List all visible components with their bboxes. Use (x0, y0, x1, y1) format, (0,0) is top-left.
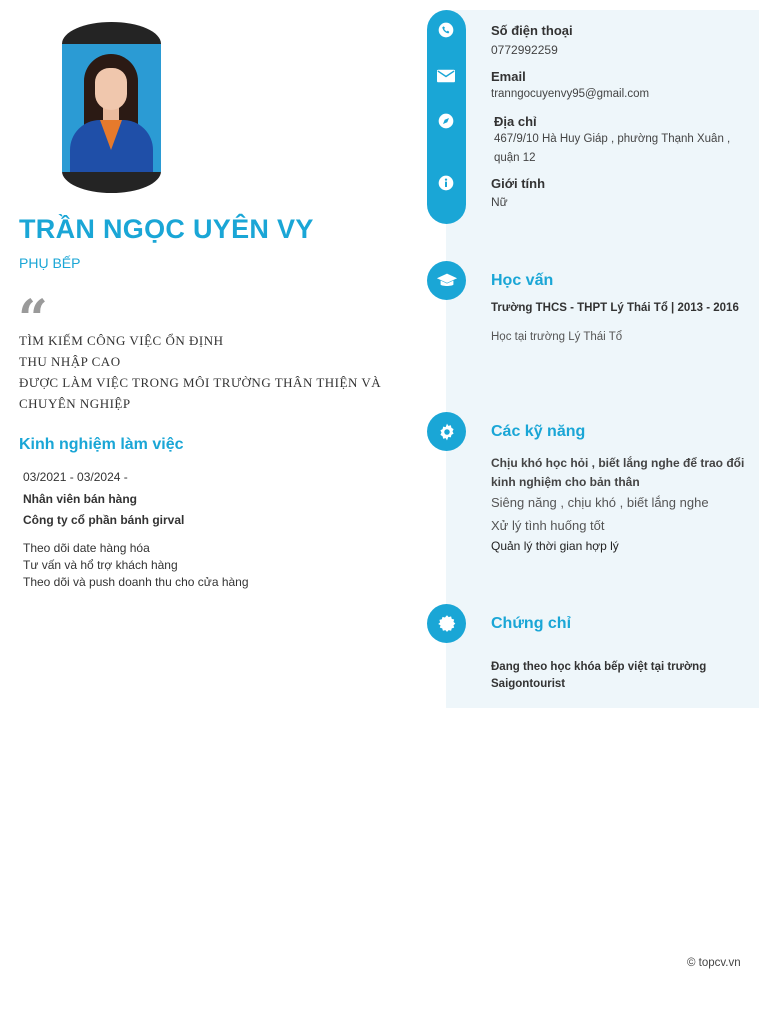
avatar (62, 22, 161, 193)
candidate-name: TRẦN NGỌC UYÊN VY (19, 214, 314, 244)
career-objective (19, 330, 399, 414)
right-panel (446, 10, 759, 708)
job-title: PHỤ BẾP (19, 255, 81, 271)
experience-tasks (23, 540, 249, 591)
skills-heading: Các kỹ năng (491, 423, 586, 440)
education-heading: Học vấn (491, 272, 554, 289)
profile-photo (62, 44, 161, 172)
education-school: Trường THCS - THPT Lý Thái Tổ | 2013 - 2016 (491, 302, 739, 314)
gender-label: Giới tính (491, 176, 546, 191)
task-item: Theo dõi date hàng hóa (23, 541, 150, 555)
quote-icon: “ (18, 289, 48, 350)
certificate-item: Đang theo học khóa bếp việt tại trường Saigontourist (491, 661, 707, 690)
email-label: Email (491, 69, 526, 84)
badge-icon (427, 604, 466, 643)
footer-credit[interactable]: © topcv.vn (687, 957, 741, 969)
gender-value: Nữ (491, 195, 508, 209)
objective-line: THU NHẬP CAO (19, 354, 121, 369)
phone-label: Số điện thoại (491, 23, 573, 38)
objective-line: ĐƯỢC LÀM VIỆC TRONG MÔI TRƯỜNG THÂN THIỆN VÀ CHUYÊN NGHIỆP (19, 375, 382, 411)
phone-value: 0772992259 (491, 43, 558, 57)
task-item: Theo dõi và push doanh thu cho cửa hàng (23, 575, 249, 589)
experience-role: Nhân viên bán hàng (23, 492, 138, 506)
education-description: Học tại trường Lý Thái Tổ (491, 331, 623, 343)
skill-item: Xử lý tình huống tốt (491, 518, 605, 533)
skill-item: Chịu khó học hỏi , biết lắng nghe để trao đổi kinh nghiệm cho bản thân (491, 456, 745, 489)
experience-heading: Kinh nghiệm làm việc (19, 436, 184, 453)
compass-icon (435, 110, 457, 132)
gear-icon (427, 412, 466, 451)
email-value: tranngocuyenvy95@gmail.com (491, 88, 650, 100)
address-label: Địa chỉ (494, 114, 537, 129)
objective-line: TÌM KIẾM CÔNG VIỆC ỔN ĐỊNH (19, 333, 224, 348)
address-value: 467/9/10 Hà Huy Giáp , phường Thạnh Xuân , quận 12 (494, 133, 731, 164)
skill-item: Siêng năng , chịu khó , biết lắng nghe (491, 495, 709, 510)
experience-date: 03/2021 - 03/2024 - (23, 470, 128, 484)
experience-company: Công ty cổ phần bánh girval (23, 513, 185, 527)
envelope-icon (435, 65, 457, 87)
certificates-heading: Chứng chỉ (491, 615, 572, 632)
phone-icon (435, 19, 457, 41)
task-item: Tư vấn và hổ trợ khách hàng (23, 558, 178, 572)
info-icon (435, 172, 457, 194)
graduation-cap-icon (427, 261, 466, 300)
skill-item: Quản lý thời gian hợp lý (491, 539, 619, 553)
